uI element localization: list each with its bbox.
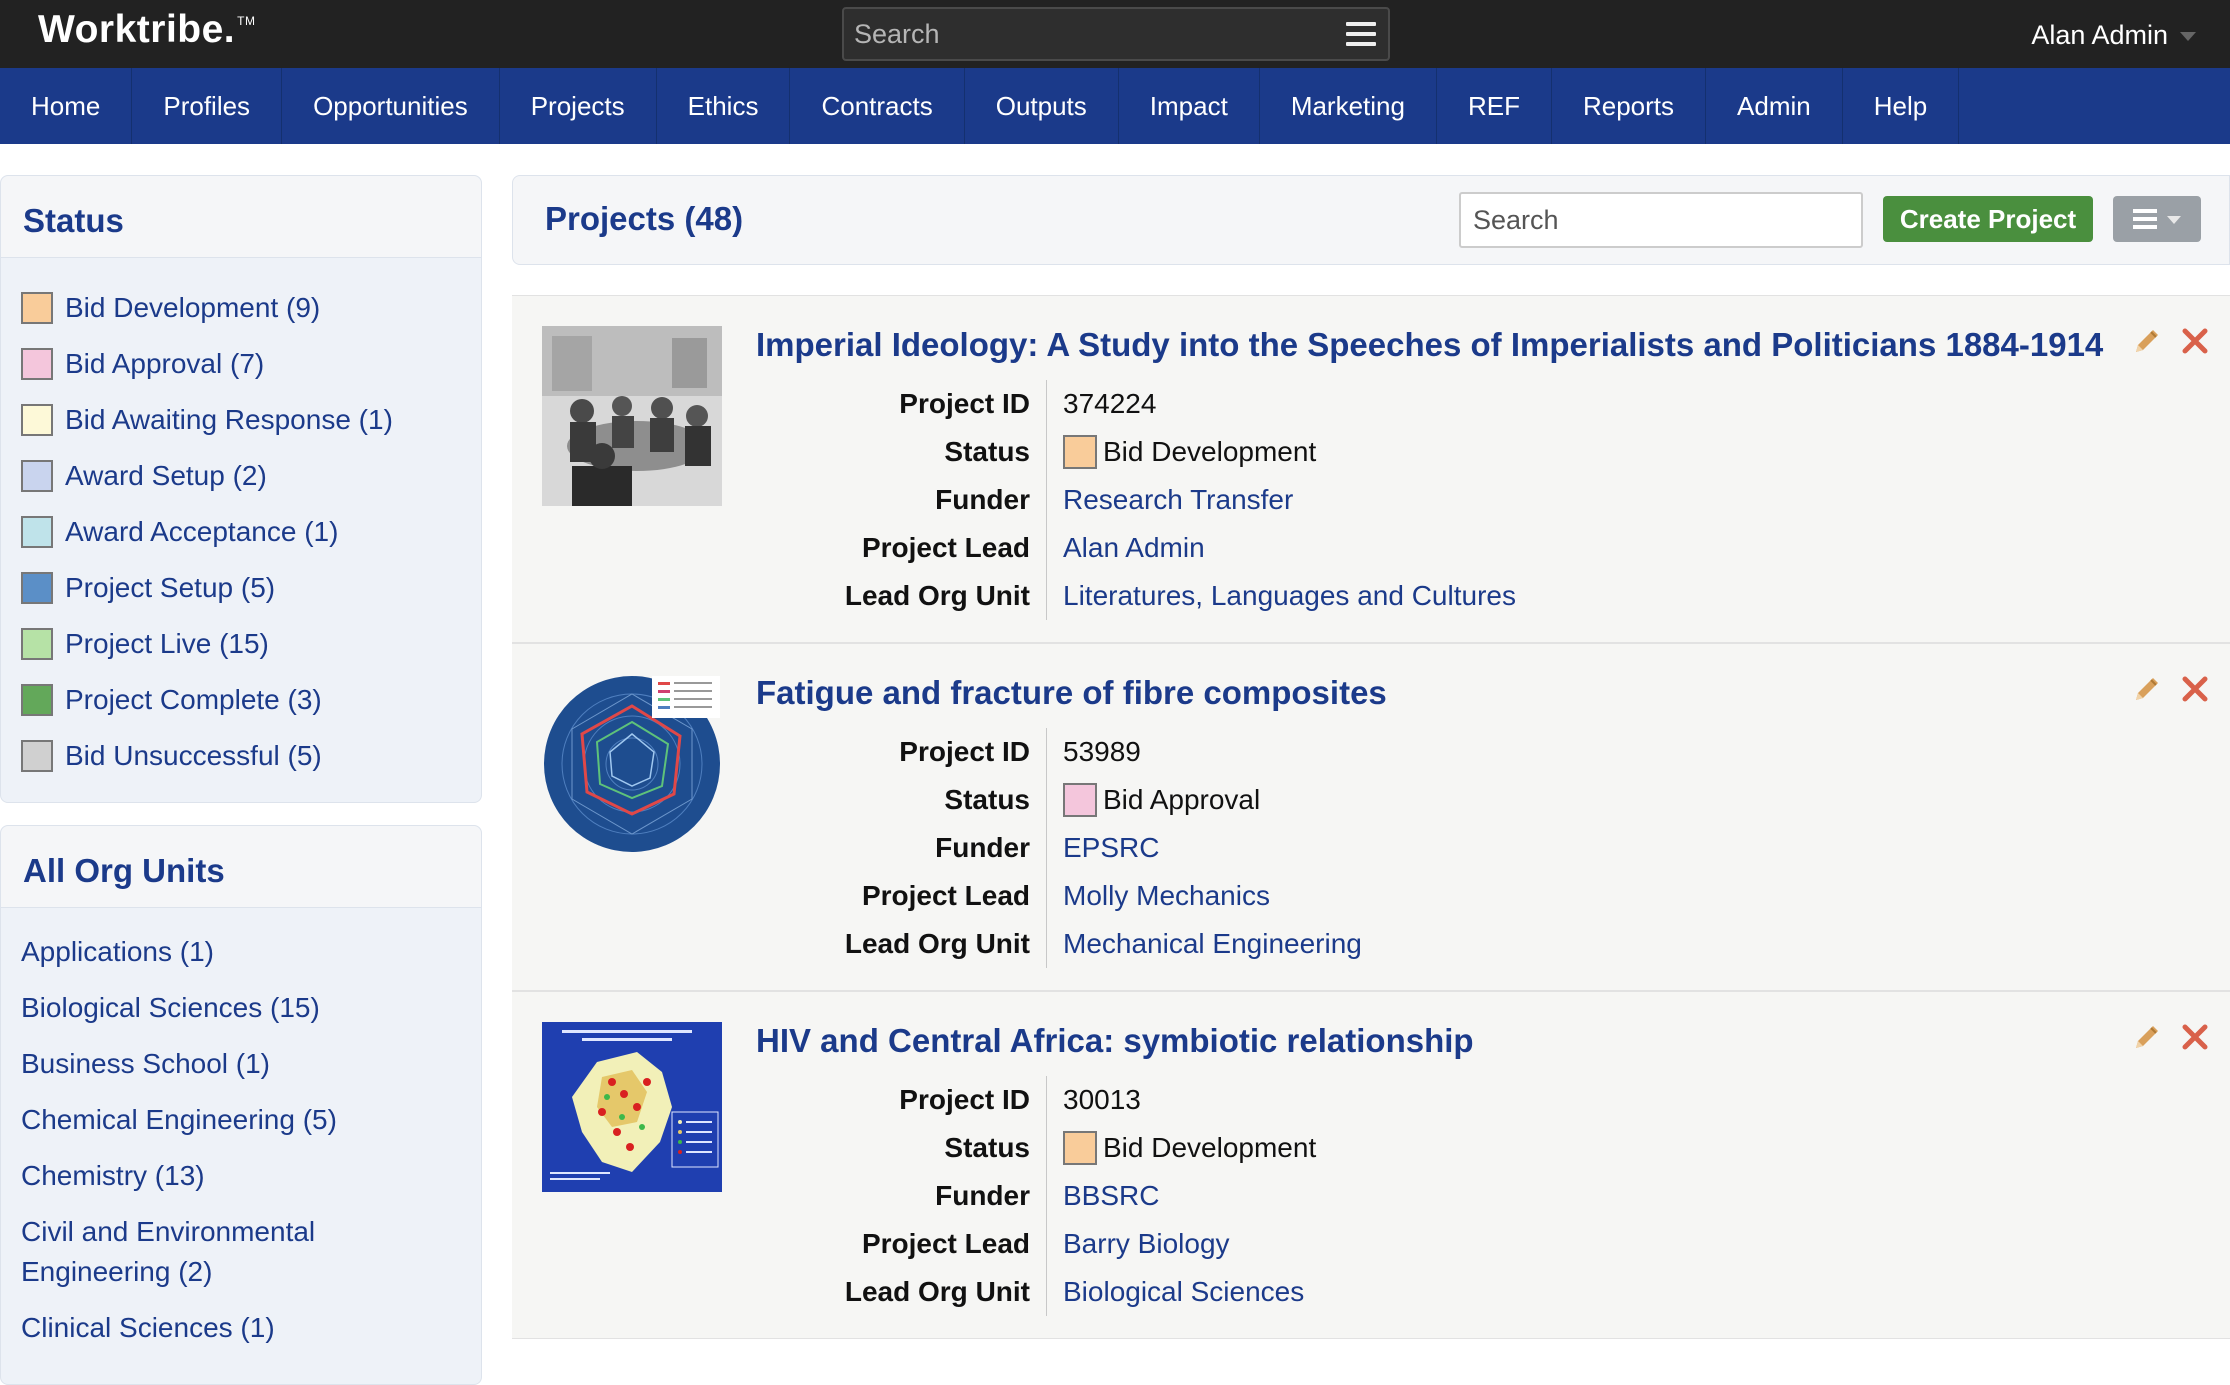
field-label: Project Lead (861, 532, 1030, 563)
status-panel-title: Status (1, 176, 481, 258)
nav-home[interactable]: Home (0, 68, 132, 144)
project-fields (756, 380, 1516, 620)
hamburger-menu-icon[interactable] (1346, 22, 1376, 46)
project-card (512, 643, 2230, 991)
page-title: Projects (48) (545, 200, 744, 237)
org-unit-link[interactable]: Applications (1) (21, 936, 214, 967)
project-title-link[interactable]: HIV and Central Africa: symbiotic relationship (756, 1022, 1474, 1059)
status-swatch (21, 516, 53, 548)
nav-ref[interactable]: REF (1437, 68, 1552, 144)
project-id: 53989 (1046, 728, 1141, 776)
nav-projects[interactable]: Projects (500, 68, 657, 144)
status-list (1, 258, 481, 784)
project-search-input[interactable] (1459, 192, 1863, 248)
project-card (512, 991, 2230, 1339)
funder-link[interactable]: EPSRC (1046, 824, 1159, 872)
status-filter-item[interactable] (1, 336, 481, 392)
top-bar (0, 0, 2230, 68)
project-title-link[interactable]: Imperial Ideology: A Study into the Speeches of Imperialists and Politicians 1884-1914 (756, 326, 2104, 363)
list-menu-icon (2133, 209, 2157, 233)
field-label: Status (944, 1132, 1030, 1163)
project-id: 374224 (1046, 380, 1156, 428)
projects-header (512, 175, 2230, 265)
org-unit-link[interactable]: Clinical Sciences (1) (21, 1312, 275, 1343)
project-card (512, 295, 2230, 643)
user-name: Alan Admin (2031, 20, 2168, 50)
org-unit-link[interactable]: Biological Sciences (15) (21, 992, 320, 1023)
field-label: Project Lead (861, 880, 1030, 911)
org-unit-link[interactable]: Civil and Environmental Engineering (2) (21, 1216, 316, 1287)
status-filter-label: Bid Development (9) (65, 292, 321, 323)
org-unit-filter-panel (0, 825, 482, 1385)
status-text: Bid Development (1103, 436, 1317, 467)
delete-icon[interactable] (2180, 1022, 2210, 1052)
chevron-down-icon (2180, 32, 2196, 41)
status-filter-label: Project Live (15) (65, 628, 269, 659)
org-unit-link[interactable]: Business School (1) (21, 1048, 271, 1079)
org-unit-link[interactable]: Biological Sciences (1046, 1268, 1304, 1316)
status-swatch (21, 292, 53, 324)
project-thumbnail[interactable] (542, 674, 722, 854)
status-filter-label: Award Setup (2) (65, 460, 267, 491)
project-thumbnail[interactable] (542, 1022, 722, 1192)
project-actions (2132, 1022, 2210, 1052)
pencil-icon[interactable] (2132, 1022, 2162, 1052)
global-search (842, 7, 1390, 61)
project-actions (2132, 326, 2210, 356)
status-text: Bid Approval (1103, 784, 1261, 815)
status-filter-item[interactable] (1, 392, 481, 448)
field-label: Project Lead (861, 1228, 1030, 1259)
project-lead-link[interactable]: Molly Mechanics (1046, 872, 1270, 920)
app-logo[interactable]: Worktribe. ™ (38, 8, 256, 51)
nav-outputs[interactable]: Outputs (965, 68, 1119, 144)
project-lead-link[interactable]: Alan Admin (1046, 524, 1205, 572)
nav-contracts[interactable]: Contracts (790, 68, 964, 144)
project-id: 30013 (1046, 1076, 1141, 1124)
field-label: Funder (935, 484, 1030, 515)
nav-reports[interactable]: Reports (1552, 68, 1706, 144)
status-swatch (1063, 783, 1097, 817)
status-filter-item[interactable] (1, 672, 481, 728)
status-filter-label: Project Complete (3) (65, 684, 322, 715)
org-unit-link[interactable]: Chemistry (13) (21, 1160, 205, 1191)
field-label: Project ID (899, 1084, 1030, 1115)
funder-link[interactable]: BBSRC (1046, 1172, 1159, 1220)
project-status (1046, 428, 1316, 476)
org-unit-link[interactable]: Chemical Engineering (5) (21, 1104, 337, 1135)
chevron-down-icon (2167, 216, 2181, 224)
status-filter-label: Award Acceptance (1) (65, 516, 339, 547)
project-actions (2132, 674, 2210, 704)
status-swatch (21, 684, 53, 716)
user-menu[interactable] (2031, 20, 2196, 51)
project-title-link[interactable]: Fatigue and fracture of fibre composites (756, 674, 1387, 711)
delete-icon[interactable] (2180, 326, 2210, 356)
status-swatch (21, 628, 53, 660)
nav-opportunities[interactable]: Opportunities (282, 68, 500, 144)
status-swatch (21, 460, 53, 492)
project-thumbnail[interactable] (542, 326, 722, 506)
create-project-button[interactable]: Create Project (1883, 196, 2093, 242)
pencil-icon[interactable] (2132, 674, 2162, 704)
field-label: Lead Org Unit (844, 580, 1030, 611)
status-filter-item[interactable] (1, 280, 481, 336)
status-swatch (1063, 1131, 1097, 1165)
status-text: Bid Development (1103, 1132, 1317, 1163)
status-filter-panel (0, 175, 482, 803)
status-swatch (21, 572, 53, 604)
list-options-button[interactable] (2113, 196, 2201, 242)
status-swatch (1063, 435, 1097, 469)
status-filter-item[interactable] (1, 728, 481, 784)
field-label: Project ID (899, 388, 1030, 419)
project-fields (756, 1076, 1316, 1316)
project-fields (756, 728, 1362, 968)
status-filter-item[interactable] (1, 448, 481, 504)
status-filter-label: Bid Awaiting Response (1) (65, 404, 393, 435)
funder-link[interactable]: Research Transfer (1046, 476, 1293, 524)
field-label: Project ID (899, 736, 1030, 767)
pencil-icon[interactable] (2132, 326, 2162, 356)
status-filter-label: Bid Approval (7) (65, 348, 265, 379)
org-unit-list (1, 908, 481, 1348)
nav-marketing[interactable]: Marketing (1260, 68, 1437, 144)
field-label: Status (944, 784, 1030, 815)
field-label: Funder (935, 1180, 1030, 1211)
org-panel-title: All Org Units (1, 826, 481, 908)
status-filter-item[interactable] (1, 560, 481, 616)
status-filter-label: Bid Unsuccessful (5) (65, 740, 322, 771)
status-swatch (21, 404, 53, 436)
status-filter-label: Project Setup (5) (65, 572, 276, 603)
status-filter-item[interactable] (1, 504, 481, 560)
org-unit-link[interactable]: Mechanical Engineering (1046, 920, 1362, 968)
nav-ethics[interactable]: Ethics (657, 68, 791, 144)
status-swatch (21, 740, 53, 772)
main-nav (0, 68, 2230, 144)
nav-profiles[interactable]: Profiles (132, 68, 282, 144)
project-lead-link[interactable]: Barry Biology (1046, 1220, 1230, 1268)
org-unit-link[interactable]: Literatures, Languages and Cultures (1046, 572, 1516, 620)
nav-impact[interactable]: Impact (1119, 68, 1260, 144)
status-swatch (21, 348, 53, 380)
field-label: Funder (935, 832, 1030, 863)
project-status (1046, 776, 1260, 824)
field-label: Status (944, 436, 1030, 467)
field-label: Lead Org Unit (844, 928, 1030, 959)
field-label: Lead Org Unit (844, 1276, 1030, 1307)
status-filter-item[interactable] (1, 616, 481, 672)
project-status (1046, 1124, 1316, 1172)
nav-admin[interactable]: Admin (1706, 68, 1843, 144)
delete-icon[interactable] (2180, 674, 2210, 704)
global-search-input[interactable] (844, 9, 1314, 59)
nav-help[interactable]: Help (1843, 68, 1959, 144)
